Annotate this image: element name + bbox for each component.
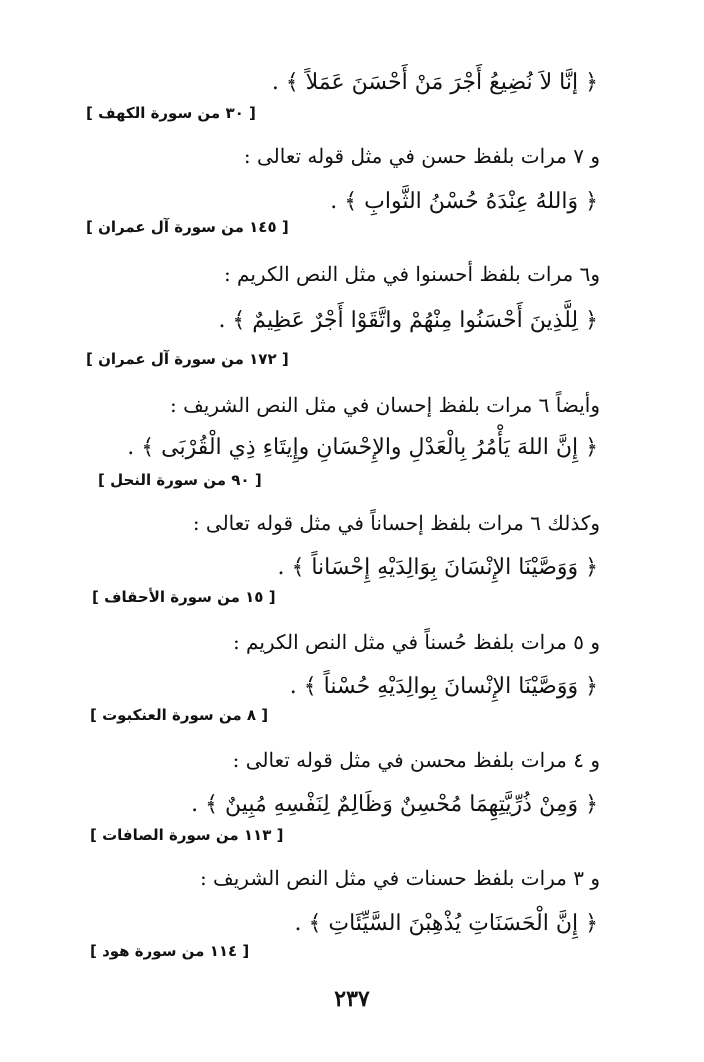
verse-text: ﴿ لِلَّذِينَ أَحْسَنُوا مِنْهُمْ واتَّقَوْا أَجْرٌ عَظِيمٌ ﴾ . (218, 308, 598, 333)
surah-reference: [ ٩٠ من سورة النحل ] (98, 471, 262, 489)
verse-text: ﴿ وَاللهُ عِنْدَهُ حُسْنُ الثَّوابِ ﴾ . (330, 189, 598, 214)
surah-reference: [ ١١٤ من سورة هود ] (90, 942, 250, 960)
verse-text: ﴿ وَوَصَّيْنَا الإِنْسَانَ بِوَالِدَيْهِ إِحْسَاناً ﴾ . (277, 555, 598, 580)
intro-text: و٦ مرات بلفظ أحسنوا في مثل النص الكريم : (223, 262, 600, 286)
intro-text: وكذلك ٦ مرات بلفظ إحساناً في مثل قوله تعالى : (192, 511, 600, 535)
surah-reference: [ ١٧٢ من سورة آل عمران ] (86, 350, 289, 368)
verse-text: ﴿ إِنَّ اللهَ يَأْمُرُ بِالْعَدْلِ والإِحْسَانِ وإِيتَاءِ ذِي الْقُرْبَى ﴾ . (127, 435, 598, 460)
surah-reference: [ ١٥ من سورة الأحقاف ] (92, 588, 276, 606)
verse-text: ﴿ وَمِنْ ذُرِّيَّتِهِمَا مُحْسِنٌ وَظَالِمٌ لِنَفْسِهِ مُبِينٌ ﴾ . (191, 792, 598, 817)
surah-reference: [ ١١٣ من سورة الصافات ] (90, 826, 284, 844)
intro-text: و ٤ مرات بلفظ محسن في مثل قوله تعالى : (232, 748, 600, 772)
verse-text: ﴿ وَوَصَّيْنَا الإِنْسانَ بِوالِدَيْهِ حُسْناً ﴾ . (289, 674, 598, 699)
intro-text: وأيضاً ٦ مرات بلفظ إحسان في مثل النص الشريف : (170, 393, 600, 417)
surah-reference: [ ٣٠ من سورة الكهف ] (86, 104, 256, 122)
intro-text: و ٧ مرات بلفظ حسن في مثل قوله تعالى : (243, 144, 600, 168)
verse-text: ﴿ إنَّا لاَ نُضِيعُ أَجْرَ مَنْ أَحْسَنَ عَمَلاً ﴾ . (271, 70, 598, 95)
page-number: ٢٣٧ (334, 986, 370, 1012)
intro-text: و ٥ مرات بلفظ حُسناً في مثل النص الكريم : (232, 630, 600, 654)
surah-reference: [ ١٤٥ من سورة آل عمران ] (86, 218, 289, 236)
intro-text: و ٣ مرات بلفظ حسنات في مثل النص الشريف : (199, 866, 600, 890)
surah-reference: [ ٨ من سورة العنكبوت ] (90, 706, 269, 724)
verse-text: ﴿ إِنَّ الْحَسَنَاتِ يُذْهِبْنَ السَّيِّئَاتِ ﴾ . (294, 911, 598, 936)
